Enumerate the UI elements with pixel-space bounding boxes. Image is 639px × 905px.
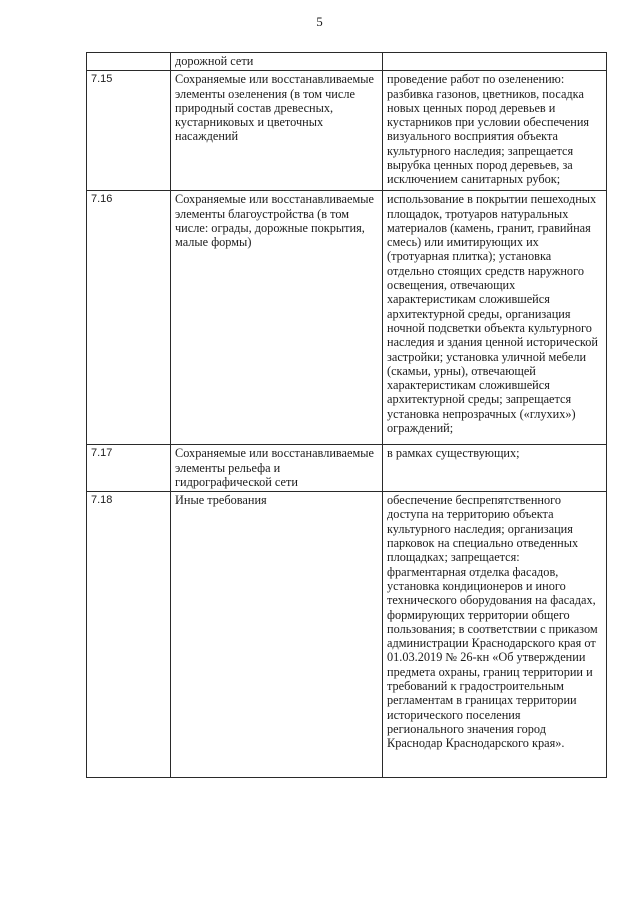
row-element: Иные требования — [171, 492, 383, 778]
table-row — [87, 71, 607, 191]
row-requirements: проведение работ по озеленению: разбивка газонов, цветников, посадка новых ценных пород деревьев и кустарников при условии обеспечения визуального восприятия объекта культурного наследия; запрещается вырубка ценных пород деревьев, за исключением санитарных рубок; — [383, 71, 607, 191]
row-requirements: использование в покрытии пешеходных площадок, тротуаров натуральных материалов (камень, гранит, гравийная смесь) или имитирующих их (тротуарная плитка); установка отдельно стоящих средств наружного освещения, отвечающих характеристикам сложившейся архитектурной среды, организация ночной подсветки объекта культурного наследия и здания ценной исторической застройки; установка уличной мебели (скамьи, урны), отвечающей характеристикам сложившейся архитектурной среды; запрещается установка непрозрачных («глухих») ограждений; — [383, 191, 607, 445]
row-number — [87, 53, 171, 71]
table-row — [87, 191, 607, 445]
requirements-table — [86, 52, 607, 778]
row-number: 7.18 — [87, 492, 171, 778]
row-number: 7.17 — [87, 445, 171, 492]
row-number: 7.16 — [87, 191, 171, 445]
row-number: 7.15 — [87, 71, 171, 191]
table-row — [87, 445, 607, 492]
row-element: Сохраняемые или восстанавливаемые элементы рельефа и гидрографической сети — [171, 445, 383, 492]
row-requirements: обеспечение беспрепятственного доступа на территорию объекта культурного наследия; организация парковок на специально отведенных площадках; запрещается: фрагментарная отделка фасадов, установка кондиционеров и иного технического оборудования на фасадах, формирующих территории общего пользования; в соответствии с приказом администрации Краснодарского края от 01.03.2019 № 26-кн «Об утверждении предмета охраны, границ территории и требований к градостроительным регламентам в границах территории исторического поселения регионального значения город Краснодар Краснодарского края». — [383, 492, 607, 778]
row-element: Сохраняемые или восстанавливаемые элементы благоустройства (в том числе: ограды, дорожные покрытия, малые формы) — [171, 191, 383, 445]
row-requirements — [383, 53, 607, 71]
row-requirements: в рамках существующих; — [383, 445, 607, 492]
page-number: 5 — [316, 14, 323, 29]
table-row — [87, 492, 607, 778]
table-row — [87, 53, 607, 71]
row-element: дорожной сети — [171, 53, 383, 71]
row-element: Сохраняемые или восстанавливаемые элементы озеленения (в том числе природный состав древесных, кустарниковых и цветочных насаждений — [171, 71, 383, 191]
